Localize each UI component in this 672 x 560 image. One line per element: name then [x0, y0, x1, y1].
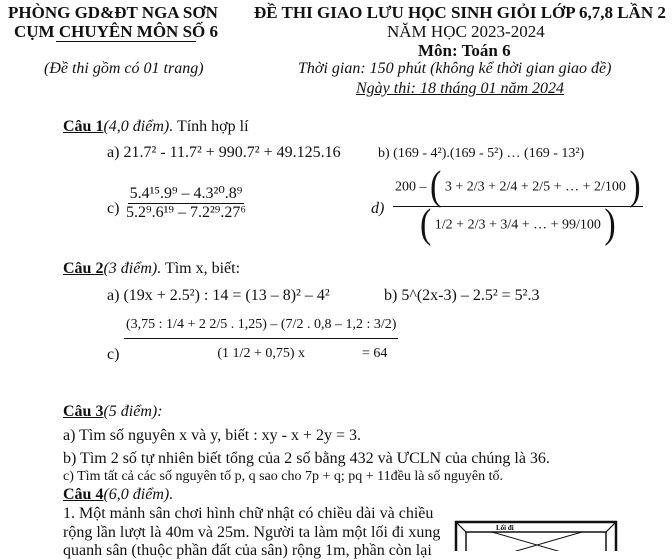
- q1a-label: a): [107, 144, 120, 161]
- q2b-label: b): [384, 287, 398, 304]
- q4-line2: rộng lần lượt là 40m và 25m. Người ta làm một lối đi xung: [63, 524, 441, 541]
- q2c-numerator: (3,75 : 1/4 + 2 2/5 . 1,25) – (7/2 . 0,8 – 1,2 : 3/2): [124, 318, 398, 339]
- q3b: b) Tìm 2 số tự nhiên biết tổng của 2 số bằng 432 và ƯCLN của chúng là 36.: [63, 450, 550, 467]
- pages-note: (Đề thi gồm có 01 trang): [44, 60, 204, 77]
- corner-line-right: [606, 522, 616, 532]
- diag-line-2: [492, 532, 582, 551]
- school-year: NĂM HỌC 2023-2024: [387, 22, 545, 41]
- q3c: c) Tìm tất cả các số nguyên tố p, q sao cho 7p + q; pq + 11đều là số nguyên tố.: [63, 469, 503, 484]
- exam-title: ĐỀ THI GIAO LƯU HỌC SINH GIỎI LỚP 6,7,8 LẦN 2: [254, 3, 666, 22]
- q2b: [384, 287, 539, 305]
- q1c-label: c): [107, 200, 120, 217]
- q2c-label: c): [107, 346, 120, 363]
- q1b-label: b): [378, 146, 390, 161]
- q2c-denominator: (1 1/2 + 0,75) x: [217, 346, 305, 361]
- q2c-fraction: [124, 318, 398, 361]
- exam-time: Thời gian: 150 phút (không kể thời gian giao đề): [298, 60, 612, 77]
- q4-line3: quanh sân (thuộc phần đất của sân) rộng 1m, phần còn lại: [63, 542, 432, 559]
- header-divider-left: [56, 41, 196, 42]
- q1a-expr: 21.7² - 11.7² + 990.7² + 49.125.16: [123, 144, 341, 161]
- cluster-name: CỤM CHUYÊN MÔN SỐ 6: [14, 22, 218, 41]
- q1d-denominator: 1/2 + 2/3 + 3/4 + … + 99/100: [434, 217, 601, 233]
- playground-figure: [452, 518, 622, 551]
- q2b-expr: 5^(2x-3) – 2.5² = 5².3: [401, 287, 540, 304]
- q1-heading: [63, 118, 249, 136]
- diag-line-1: [492, 532, 582, 551]
- corner-line-left: [456, 522, 466, 532]
- q2-points: (3 điểm).: [103, 260, 162, 277]
- q1d-label: d): [371, 200, 385, 217]
- q3-label: Câu 3: [63, 403, 104, 420]
- q3-points: (5 điểm):: [103, 403, 163, 420]
- inner-rect: [466, 532, 606, 551]
- q1a: [107, 144, 341, 162]
- dept-name: PHÒNG GD&ĐT NGA SƠN: [8, 3, 218, 22]
- q2-label: Câu 2: [63, 260, 104, 277]
- q2-heading: [63, 260, 240, 278]
- q1-task: Tính hợp lí: [176, 118, 249, 135]
- q4-points: (6,0 điểm).: [103, 486, 174, 503]
- q1c-denominator: 5.2⁹.6¹⁹ – 7.2²⁹.27⁶: [126, 204, 246, 221]
- q1d-num-prefix: 200 –: [395, 179, 427, 195]
- q1d-fraction: $\frac{200 - ( 3 + 2/3 + 2/4 + 2/5 + \dots + 2/100 )}{( 1/2 + 2/3 + 3/4 + \dots + 99/100 )}$: [395, 164, 641, 247]
- q1b-expr: (169 - 4²).(169 - 5²) … (169 - 13²): [393, 146, 585, 161]
- q1c-fraction: [124, 186, 248, 221]
- q1-label: Câu 1: [63, 118, 104, 135]
- q2a-expr: (19x + 2.5²) : 14 = (13 – 8)² – 4²: [123, 287, 330, 304]
- q2-task: Tìm x, biết:: [164, 260, 241, 277]
- q4-heading: [63, 486, 173, 504]
- q4-line1: 1. Một mảnh sân chơi hình chữ nhật có chiều dài và chiều: [63, 505, 434, 522]
- q2a-label: a): [107, 287, 120, 304]
- subject: Môn: Toán 6: [418, 41, 511, 60]
- q2c-rhs: = 64: [362, 346, 388, 361]
- exam-date: Ngày thi: 18 tháng 01 năm 2024: [356, 80, 564, 97]
- q1c-numerator: 5.4¹⁵.9⁹ – 4.3²⁰.8⁹: [129, 185, 243, 202]
- figure-label: Lối đi: [496, 524, 514, 532]
- q2a: [107, 287, 330, 305]
- q1b: [378, 146, 584, 162]
- q3-heading: [63, 403, 163, 421]
- outer-rect: [456, 522, 616, 551]
- q1-points: (4,0 điểm).: [103, 118, 174, 135]
- q4-label: Câu 4: [63, 486, 104, 503]
- q3a: a) Tìm số nguyên x và y, biết : xy - x + 2y = 3.: [63, 427, 362, 444]
- q1d-num-inner: 3 + 2/3 + 2/4 + 2/5 + … + 2/100: [444, 179, 626, 195]
